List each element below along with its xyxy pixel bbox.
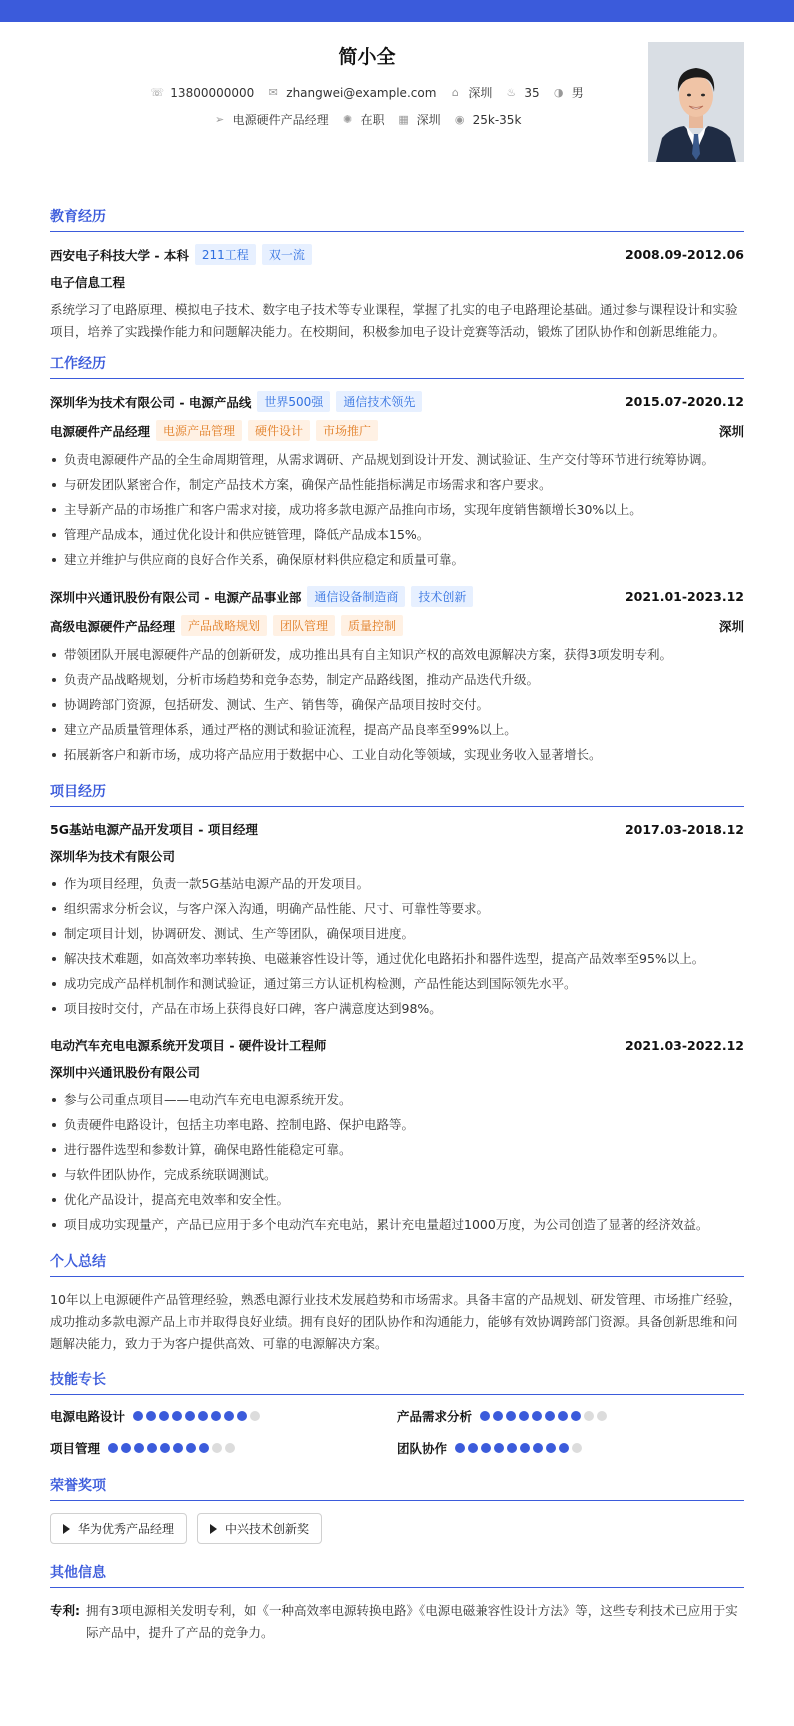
status-info [341,111,385,128]
list-item: 组织需求分析会议，与客户深入沟通，明确产品性能、尺寸、可靠性等要求。 [50,896,744,921]
summary-title: 个人总结 [50,1251,744,1277]
resume-page [0,22,794,1674]
project-title: 项目经历 [50,781,744,807]
send-icon: ➢ [214,113,225,126]
skill-tag: 产品战略规划 [181,615,267,636]
list-item: 管理产品成本，通过优化设计和供应链管理，降低产品成本15%。 [50,522,744,547]
award-item [50,1513,187,1544]
rating-dot [584,1411,594,1421]
rating-dot [224,1411,234,1421]
rating-dot [520,1443,530,1453]
job-company-group [50,391,422,412]
rating-dot [225,1443,235,1453]
rating-dot [571,1411,581,1421]
phone-text: 13800000000 [170,85,255,100]
education-desc: 系统学习了电路原理、模拟电子技术、数字电子技术等专业课程，掌握了扎实的电子电路理论基础。通过参与课程设计和实验项目，培养了实践操作能力和问题解决能力。在校期间，积极参加电子设计竞赛等活动，锻炼了团队协作和创新思维能力。 [50,302,738,339]
job-date: 2021.01-2023.12 [624,589,744,604]
list-item: 与软件团队协作，完成系统联调测试。 [50,1162,744,1187]
job-role-row [50,420,744,441]
skill-item [50,1407,397,1425]
rating-dot [212,1443,222,1453]
gender-text: 男 [571,86,584,100]
rating-dot [545,1411,555,1421]
list-item: 负责硬件电路设计，包括主功率电路、控制电路、保护电路等。 [50,1112,744,1137]
project-company: 深圳中兴通讯股份有限公司 [50,1065,201,1080]
target-city-info [397,111,441,128]
skill-name: 电源电路设计 [50,1409,126,1424]
school-tag: 双一流 [262,244,312,265]
job-intent-row [50,111,684,128]
rating-dot [133,1411,143,1421]
list-item: 负责电源硬件产品的全生命周期管理，从需求调研、产品规划到设计开发、测试验证、生产交付等环节进行统筹协调。 [50,447,744,472]
education-section [50,206,744,343]
rating-dot [198,1411,208,1421]
rating-dot [160,1443,170,1453]
list-item: 带领团队开展电源硬件产品的创新研发，成功推出具有自主知识产权的高效电源解决方案，获得3项发明专利。 [50,642,744,667]
rating-dot [559,1443,569,1453]
rating-dot [159,1411,169,1421]
list-item: 进行器件选型和参数计算，确保电路性能稳定可靠。 [50,1137,744,1162]
position-text: 电源硬件产品经理 [232,113,329,127]
salary-info [453,111,522,128]
list-item: 参与公司重点项目——电动汽车充电电源系统开发。 [50,1087,744,1112]
awards-title: 荣誉奖项 [50,1475,744,1501]
skill-rating [455,1443,582,1453]
skill-name: 项目管理 [50,1441,101,1456]
project-entry [50,1035,744,1237]
building-icon: ▦ [398,113,409,126]
rating-dot [481,1443,491,1453]
top-accent-bar [0,0,794,22]
company-tag: 通信设备制造商 [307,586,405,607]
award-name: 中兴技术创新奖 [225,1522,310,1536]
sun-icon: ✺ [342,113,353,126]
list-item: 制定项目计划，协调研发、测试、生产等团队，确保项目进度。 [50,921,744,946]
target-city-text: 深圳 [416,113,441,127]
rating-dot [533,1443,543,1453]
rating-dot [146,1411,156,1421]
list-item: 协调跨部门资源，包括研发、测试、生产、销售等，确保产品项目按时交付。 [50,692,744,717]
job-role-row [50,615,744,636]
job-location: 深圳 [718,423,744,439]
skill-name: 团队协作 [397,1441,448,1456]
job-role-group [50,615,403,636]
skill-rating [133,1411,260,1421]
rating-dot [172,1411,182,1421]
list-item: 项目成功实现量产，产品已应用于多个电动汽车充电站，累计充电量超过1000万度，为公司创造了显著的经济效益。 [50,1212,744,1237]
skill-rating [480,1411,607,1421]
rating-dot [493,1411,503,1421]
project-header [50,1035,744,1055]
skills-section [50,1369,744,1457]
job-location: 深圳 [718,618,744,634]
awards-section [50,1475,744,1544]
job-role: 高级电源硬件产品经理 [50,618,176,634]
job-header [50,391,744,412]
list-item: 成功完成产品样机制作和测试验证，通过第三方认证机构检测，产品性能达到国际领先水平。 [50,971,744,996]
skill-item [397,1439,744,1457]
job-role-group [50,420,378,441]
project-date: 2021.03-2022.12 [624,1037,744,1053]
summary-section [50,1251,744,1355]
skills-grid [50,1407,744,1457]
skill-tag: 质量控制 [341,615,403,636]
list-item: 建立并维护与供应商的良好合作关系，确保原材料供应稳定和质量可靠。 [50,547,744,572]
project-header [50,819,744,839]
job-entry [50,391,744,572]
rating-dot [185,1411,195,1421]
summary-text: 10年以上电源硬件产品管理经验，熟悉电源行业技术发展趋势和市场需求。具备丰富的产品规划、研发管理、市场推广经验，成功推动多款电源产品上市并取得良好业绩。拥有良好的团队协作和沟通能力，能够有效协调跨部门资源。具备创新思维和问题解决能力，致力于为客户提供高效、可靠的电源解决方案。 [50,1292,741,1351]
education-left [50,244,312,265]
city-text: 深圳 [468,86,493,100]
job-bullets [50,447,744,572]
list-item: 项目按时交付，产品在市场上获得良好口碑，客户满意度达到98%。 [50,996,744,1021]
rating-dot [494,1443,504,1453]
city-info [448,84,492,101]
rating-dot [546,1443,556,1453]
list-item: 作为项目经理，负责一款5G基站电源产品的开发项目。 [50,871,744,896]
rating-dot [558,1411,568,1421]
candidate-name: 简小全 [338,46,396,68]
company-tag: 世界500强 [257,391,330,412]
rating-dot [186,1443,196,1453]
list-item: 建立产品质量管理体系，通过严格的测试和验证流程，提高产品良率至99%以上。 [50,717,744,742]
school-name: 西安电子科技大学 - 本科 [50,247,189,263]
mail-icon: ✉ [268,86,278,99]
status-text: 在职 [360,113,385,127]
awards-list [50,1513,744,1544]
rating-dot [597,1411,607,1421]
patent-text: 拥有3项电源相关发明专利，如《一种高效率电源转换电路》《电源电磁兼容性设计方法》等，这些专利技术已应用于实际产品中，提升了产品的竞争力。 [86,1603,738,1640]
rating-dot [134,1443,144,1453]
rating-dot [173,1443,183,1453]
other-section [50,1562,744,1644]
project-company: 深圳华为技术有限公司 [50,849,176,864]
project-section [50,781,744,1237]
skill-tag: 电源产品管理 [156,420,242,441]
skill-tag: 团队管理 [273,615,335,636]
patent-label: 专利: [50,1603,80,1618]
play-icon [210,1524,217,1534]
list-item: 拓展新客户和新市场，成功将产品应用于数据中心、工业自动化等领域，实现业务收入显著增长。 [50,742,744,767]
rating-dot [507,1443,517,1453]
rating-dot [199,1443,209,1453]
phone-info [150,84,254,101]
rating-dot [532,1411,542,1421]
company-tag: 技术创新 [411,586,473,607]
work-section [50,353,744,767]
age-text: 35 [524,85,540,100]
project-name: 电动汽车充电电源系统开发项目 - 硬件设计工程师 [50,1038,327,1053]
rating-dot [468,1443,478,1453]
cake-icon: ♨ [506,86,517,99]
rating-dot [121,1443,131,1453]
email-info [266,84,436,101]
job-header [50,586,744,607]
list-item: 主导新产品的市场推广和客户需求对接，成功将多款电源产品推向市场，实现年度销售额增长30%以上。 [50,497,744,522]
skill-rating [108,1443,235,1453]
position-info [213,111,329,128]
company-tag: 通信技术领先 [336,391,422,412]
job-bullets [50,642,744,767]
other-title: 其他信息 [50,1562,744,1588]
rating-dot [147,1443,157,1453]
award-name: 华为优秀产品经理 [78,1522,175,1536]
play-icon [63,1524,70,1534]
major-name: 电子信息工程 [50,275,126,290]
gender-info [552,84,584,101]
avatar [648,42,744,162]
rating-dot [572,1443,582,1453]
age-info [504,84,539,101]
education-title: 教育经历 [50,206,744,232]
list-item: 优化产品设计，提高充电效率和安全性。 [50,1187,744,1212]
skill-tag: 硬件设计 [248,420,310,441]
rating-dot [237,1411,247,1421]
list-item: 与研发团队紧密合作，制定产品技术方案，确保产品性能指标满足市场需求和客户要求。 [50,472,744,497]
work-title: 工作经历 [50,353,744,379]
skill-item [397,1407,744,1425]
resume-header [50,22,744,200]
list-item: 负责产品战略规划，分析市场趋势和竞争态势，制定产品路线图，推动产品迭代升级。 [50,667,744,692]
gender-icon: ◑ [553,86,564,99]
project-entry [50,819,744,1021]
phone-icon: ☏ [150,86,165,99]
job-company: 深圳中兴通讯股份有限公司 - 电源产品事业部 [50,589,302,605]
rating-dot [480,1411,490,1421]
school-tag: 211工程 [195,244,256,265]
rating-dot [455,1443,465,1453]
rating-dot [519,1411,529,1421]
skills-title: 技能专长 [50,1369,744,1395]
job-entry [50,586,744,767]
home-icon: ⌂ [451,86,459,99]
project-bullets [50,871,744,1021]
project-name: 5G基站电源产品开发项目 - 项目经理 [50,822,258,837]
award-item [197,1513,322,1544]
project-bullets [50,1087,744,1237]
rating-dot [506,1411,516,1421]
coin-icon: ◉ [454,113,465,126]
skill-name: 产品需求分析 [397,1409,473,1424]
job-company: 深圳华为技术有限公司 - 电源产品线 [50,394,252,410]
email-text: zhangwei@example.com [286,85,437,100]
project-date: 2017.03-2018.12 [624,821,744,837]
rating-dot [250,1411,260,1421]
education-row [50,244,744,265]
job-role: 电源硬件产品经理 [50,423,151,439]
rating-dot [108,1443,118,1453]
skill-tag: 市场推广 [316,420,378,441]
patent-row [50,1600,744,1644]
education-date: 2008.09-2012.06 [624,247,744,262]
rating-dot [211,1411,221,1421]
salary-text: 25k-35k [472,112,522,127]
contact-row [50,84,684,101]
list-item: 解决技术难题，如高效率功率转换、电磁兼容性设计等，通过优化电路拓扑和器件选型，提高产品效率至95%以上。 [50,946,744,971]
job-company-group [50,586,473,607]
job-date: 2015.07-2020.12 [624,394,744,409]
skill-item [50,1439,397,1457]
